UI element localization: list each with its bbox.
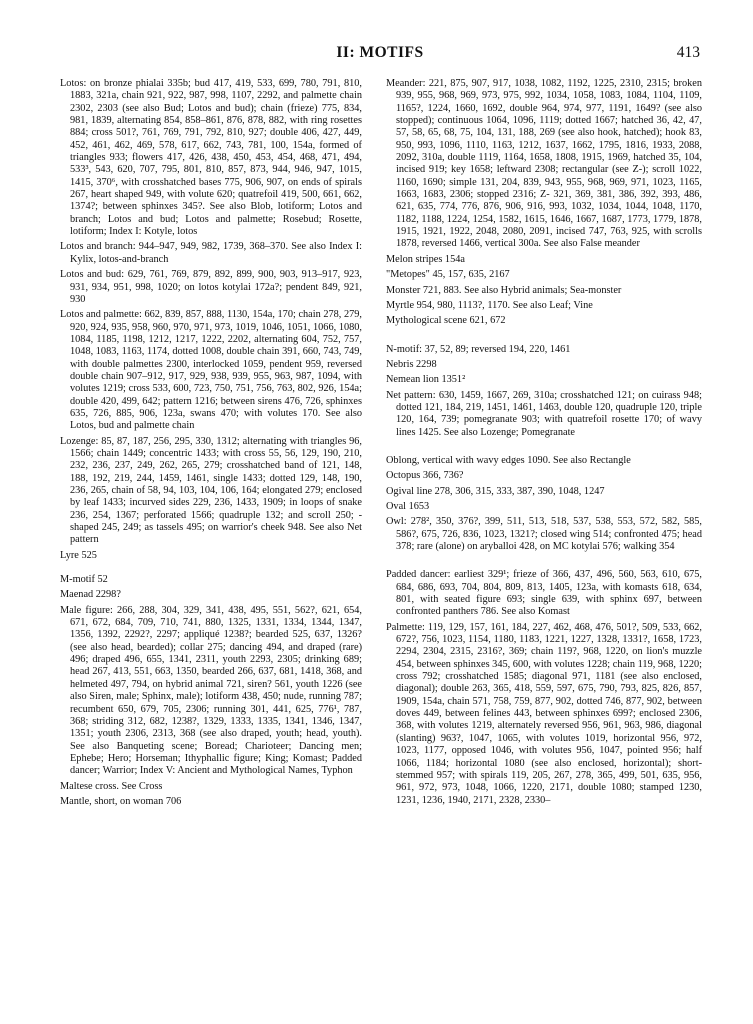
section-title: II: MOTIFS	[336, 44, 424, 61]
index-entry-lotos: Lotos: on bronze phialai 335b; bud 417, 419, 533, 699, 780, 791, 810, 1883, 321a, chain 921, 922, 987, 998, 1107, 2292, and palmette chain 2302, 2303 (see also Bud; Lotos and bud); chain (frieze) 775, 834, 981, 1839, alternating 854, 858–861, 876, 878, 882, with ring rosettes 884; cross 501?, 761, 769, 791, 792, 810, 927; double 406, 427, 449, 452, 461, 462, 469, 578, 617, 662, 743, 781, 100, 154a, formed of triangles 933; flowers 417, 426, 438, 450, 453, 454, 468, 471, 494, 533³, 543, 620, 707, 795, 801, 810, 857, 873, 944, 946, 947, 1015, 1415, 370⁶, with crosshatched bases 775, 906, 907, on ends of spirals 267, heart shaped 949, with volute 620; quatrefoil 419, 500, 661, 662, 1374?; between sphinxes 345?. See also Blob, lotiform; Lotos and branch; Lotos and bud; Lotos and palmette; Rosebud; Rosette, lotiform; Index I: Kotyle, lotos	[60, 78, 362, 238]
index-entry-net-pattern: Net pattern: 630, 1459, 1667, 269, 310a; crosshatched 121; on cuirass 948; dotted 121, 184, 219, 1451, 1461, 1463, double 120, quadruple 120, triple 120, 164, 739; pomegranate 903; with quatrefoil rosette 170; of wavy lines 1425. See also Lozenge; Pomegranate	[386, 389, 702, 438]
index-entry-metopes: "Metopes" 45, 157, 635, 2167	[386, 269, 510, 281]
index-entry-mythological: Mythological scene 621, 672	[386, 315, 506, 327]
index-entry-myrtle: Myrtle 954, 980, 1113?, 1170. See also Leaf; Vine	[386, 299, 593, 311]
section-gap	[386, 328, 702, 344]
section-gap	[60, 562, 362, 574]
index-entry-monster: Monster 721, 883. See also Hybrid animals; Sea-monster	[386, 284, 622, 296]
index-entry-melon: Melon stripes 154a	[386, 253, 465, 265]
index-entry-owl: Owl: 278², 350, 376?, 399, 511, 513, 518, 537, 538, 553, 572, 582, 585, 586?, 675, 726, 836, 1023, 1321?; closed wing 514; confronted 475; head 378; rare (alone) on aryballoi 428, on MC kotylai 576; walking 354	[386, 516, 702, 552]
index-entry-oval: Oval 1653	[386, 500, 430, 512]
index-column-left	[60, 78, 362, 808]
index-column-right	[386, 78, 702, 807]
index-entry-octopus: Octopus 366, 736?	[386, 470, 464, 482]
index-entry-nemean: Nemean lion 1351²	[386, 374, 466, 386]
index-entry-padded-dancer: Padded dancer: earliest 329¹; frieze of 366, 437, 496, 560, 563, 610, 675, 684, 686, 693, 704, 804, 809, 813, 1405, 123a, with komasts 618, 634, 801, with seated figure 693; single 639, with sphinx 697, between confronted panthers 786. See also Komast	[386, 569, 702, 618]
index-entry-lotos-palmette: Lotos and palmette: 662, 839, 857, 888, 1130, 154a, 170; chain 278, 279, 920, 924, 935, 958, 960, 970, 971, 973, 1019, 1046, 1051, 1066, 1080, 1084, 1185, 1198, 1212, 1217, 1222, 2202, alternating 604, 752, 757, 1048, 1083, 1163, 1174, dotted 1008, double chain 391, 660, 743, 749, with double palmettes 2300, interlocked 1059, pendent 959, reversed double chain 907–912, 917, 929, 938, 939, 955, 963, 987, 1094, with volutes 1219; cross 533, 600, 723, 750, 751, 756, 763, 802, 926, 154a; double 420, 499, 642; pattern 1216; between sirens 476, 726, sphinxes 635, 726, 885, 906, 123a, swans 470; with volutes 170. See also Lotos, bud and palmette chain	[60, 309, 362, 432]
index-entry-mantle: Mantle, short, on woman 706	[60, 795, 182, 807]
index-entry-palmette: Palmette: 119, 129, 157, 161, 184, 227, 462, 468, 476, 501?, 509, 533, 662, 672?, 756, 1023, 1154, 1180, 1183, 1221, 1227, 1328, 1331?, 1658, 1723, 2294, 2304, 2315, 2316?, 369; chain 119?, 968, 1220, on lion's muzzle 454, between sphinxes 345, 600, with volutes 1228; chain 119, 968, 1220; cross 792; crosshatched 1585; diagonal 971, 1181 (see also enclosed, diagonal); double 263, 365, 418, 559, 597, 675, 790, 793, 825, 826, 857, 1909, 154a, chain 571, 758, 759, 877, 902, dotted 746, 877, 902, between doves 449, between felines 443, between sphinxes 699?; enclosed 2306, 368, with volutes 1219, alternately reversed 956, 961, 963, 986, diagonal (slanting) 963?, 1047, 1065, with volutes 1019, horizontal 956, 972, 1023, 1177, opposed 1046, with volutes 956, 1047, pointed 956; half 1066, 1184; horizontal 1080 (see also enclosed, horizontal); short-stemmed 957; with spirals 119, 205, 267, 278, 365, 499, 501, 635, 956, 961, 972, 973, 1048, 1066, 1220, 2171, double 1080; stamped 1230, 1231, 1236, 1940, 2171, 2328, 2330–	[386, 621, 702, 806]
index-entry-maltese-cross: Maltese cross. See Cross	[60, 780, 163, 792]
page-number: 413	[676, 44, 700, 61]
index-entry-lyre: Lyre 525	[60, 549, 97, 561]
page-header	[60, 44, 700, 64]
index-entry-n-motif: N-motif: 37, 52, 89; reversed 194, 220, 1461	[386, 343, 571, 355]
index-entry-m-motif: M-motif 52	[60, 574, 108, 586]
section-gap	[386, 553, 702, 569]
index-entry-ogival: Ogival line 278, 306, 315, 333, 387, 390, 1048, 1247	[386, 485, 605, 497]
index-entry-meander: Meander: 221, 875, 907, 917, 1038, 1082, 1192, 1225, 2310, 2315; broken 939, 955, 968, 969, 973, 975, 992, 1034, 1058, 1083, 1084, 1104, 1109, 1165?, 1224, 1660, 1692, double 964, 974, 977, 1191, 1649? (see also stopped); continuous 1064, 1096, 1119; dotted 1667; hatched 36, 42, 47, 57, 58, 65, 68, 75, 104, 131, 188, 269 (see also hook, hatched); hook 83, 950, 993, 1096, 1110, 1163, 1212, 1637, 1662, 1795, 1816, 1933, 2088, 2092, 310a, double 1119, 1164, 1658, 1808, 1915, 1969, hatched 35, 104, incised 919; key 1658; leftward 2308; rectangular (see Z-); scroll 1022, 1160, 1690; simple 131, 204, 839, 943, 955, 968, 969, 971, 1023, 1165, 1663, 1683, 2306; stopped 2316; Z- 321, 369, 381, 386, 392, 393, 486, 621, 635, 774, 776, 876, 906, 916, 993, 1032, 1034, 1044, 1048, 1170, 1182, 1188, 1224, 1254, 1582, 1615, 1646, 1667, 1687, 1773, 1779, 1878, 1915, 1921, 1922, 2048, 2080, 2091, incised 747, 763, 925, with scrolls 1878, reversed 1466, vertical 300a. See also False meander	[386, 78, 702, 250]
index-entry-lotos-bud: Lotos and bud: 629, 761, 769, 879, 892, 899, 900, 903, 913–917, 923, 931, 934, 951, 998, 1020; on lotos kotylai 172a?; pendent 849, 921, 930	[60, 269, 362, 305]
index-entry-male-figure: Male figure: 266, 288, 304, 329, 341, 438, 495, 551, 562?, 621, 654, 671, 672, 684, 709, 710, 741, 880, 1325, 1331, 1334, 1344, 1347, 1356, 1392, 2292?, 2297; appliqué 1238?; bearded 525, 637, 1326? (see also head, bearded); collar 275; dancing 494, and draped (rare) 496; draped 496, 655, 1341, 2311, youth 2293, 2305; drinking 689; head 267, 413, 551, 663, 1350, bearded 266, 637, 681, 1418, 368, and helmeted 497, 794, on hybrid animal 721, siren? 561, youth 1226 (see also Siren, male; Sphinx, male); lotiform 438, 450; nude, running 787; recumbent 650, 679, 705, 2306; running 301, 441, 625, 776¹, 787, 368; striding 312, 682, 1238?, 1329, 1333, 1335, 1341, 1346, 1347, 1351; youth 2306, 2313, 368 (see also draped, youth; head, youth). See also Banqueting scene; Boread; Charioteer; Dancing men; Ephebe; Hero; Horseman; Ithyphallic figure; King; Komast; Padded dancer; Warrior; Index V: Ancient and Mythological Names, Typhon	[60, 604, 362, 777]
index-entry-maenad: Maenad 2298?	[60, 589, 121, 601]
index-entry-nebris: Nebris 2298	[386, 358, 437, 370]
section-gap	[386, 439, 702, 455]
index-entry-oblong: Oblong, vertical with wavy edges 1090. See also Rectangle	[386, 454, 631, 466]
index-entry-lotos-branch: Lotos and branch: 944–947, 949, 982, 1739, 368–370. See also Index I: Kylix, lotos-and-branch	[60, 241, 362, 265]
index-entry-lozenge: Lozenge: 85, 87, 187, 256, 295, 330, 1312; alternating with triangles 96, 1566; chain 1449; concentric 1433; with cross 55, 56, 129, 190, 210, 232, 236, 237, 249, 262, 265, 279; crosshatched band of 121, 148, 188, 192, 219, 244, 1459, 1461, single 1433; dotted 129, 148, 190, 236, 265, chain of 58, 94, 103, 104, 106, 164; elongated 279; enclosed by leaf 1433; incurved sides 229, 236, 1433, 1909; in loops of snake 236, 254, 1367; perforated 1566; quadruple 132; and scroll 250; -shaped 245, 249; as tassels 495; on warrior's cheek 948. See also Net pattern	[60, 435, 362, 546]
